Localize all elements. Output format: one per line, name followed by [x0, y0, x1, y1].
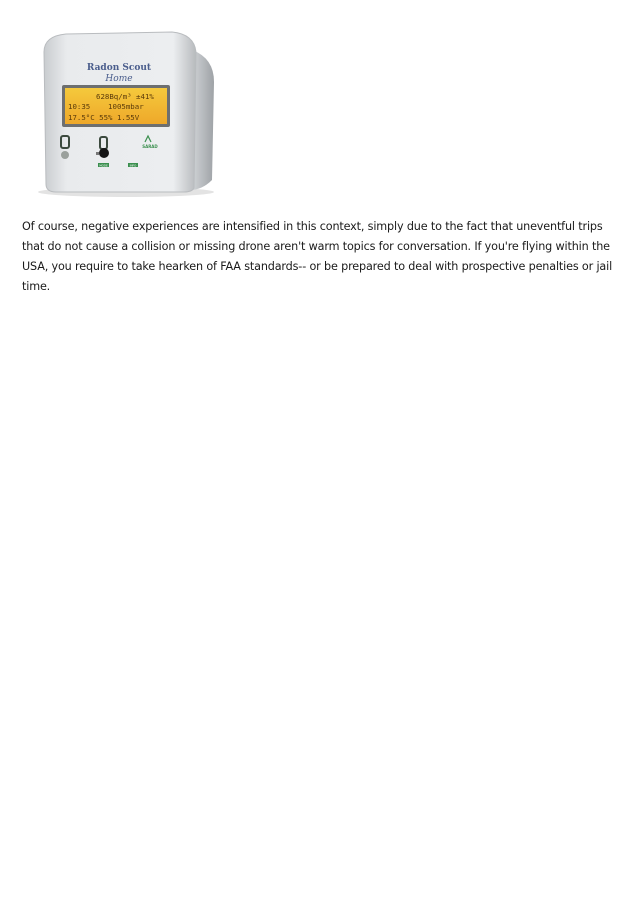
- info-label: INFO: [129, 163, 137, 168]
- radon-monitor-illustration: [22, 22, 222, 200]
- lcd-line3: 17.5°C 55% 1.55V: [68, 113, 140, 122]
- center-led-icon: [96, 152, 99, 155]
- maker-logo-text: SARAD: [142, 144, 158, 149]
- center-button-icon: [99, 148, 109, 158]
- body-paragraph: Of course, negative experiences are intensified in this context, simply due to the fact that uneventful trips that do not cause a collision or missing drone aren't warm topics for conversation. If you're flying within the USA, you require to take hearken of FAA standards-- or be prepared to deal with prospective penalties or jail time.: [22, 220, 613, 293]
- lcd-line2: 10:35 1005mbar: [68, 102, 144, 111]
- mode-label: MODE: [99, 163, 108, 168]
- device-brand-line2: Home: [105, 74, 133, 84]
- left-button-icon: [61, 151, 69, 159]
- lcd-line1: 628Bq/m³ ±41%: [96, 92, 154, 101]
- product-image: [22, 22, 222, 200]
- device-brand-line1: Radon Scout: [86, 63, 152, 73]
